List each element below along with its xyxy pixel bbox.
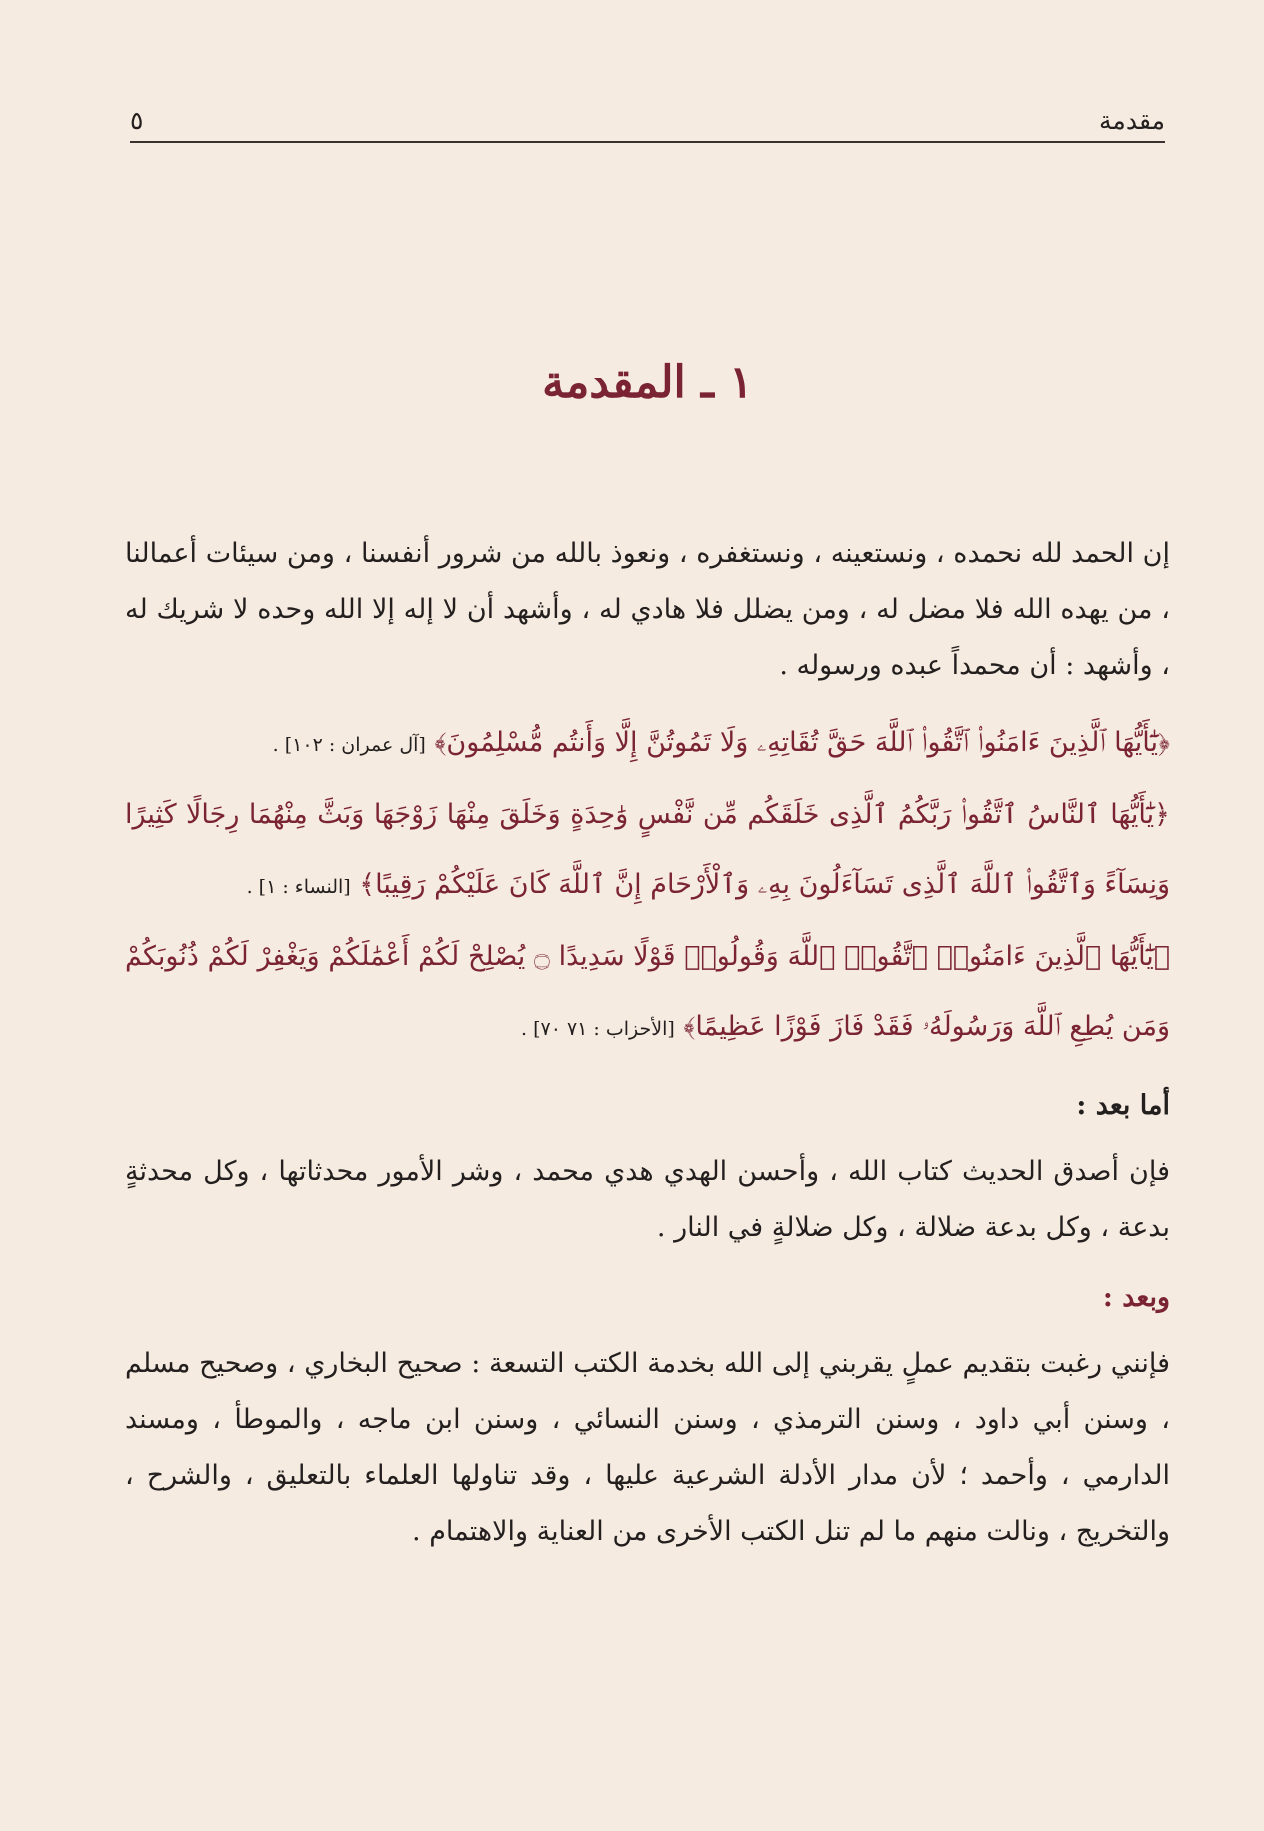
quran-verse-2-text: ﴿يَٰٓأَيُّهَا ٱلنَّاسُ ٱتَّقُوا۟ رَبَّكُمُ ٱلَّذِى خَلَقَكُم مِّن نَّفْسٍ وَٰحِدَةٍ وَخَلَقَ مِنْهَا زَوْجَهَا وَبَثَّ مِنْهُمَا رِجَالًا كَثِيرًا وَنِسَآءً وَٱتَّقُوا۟ ٱللَّهَ ٱلَّذِى تَسَآءَلُونَ بِهِۦ وَٱلْأَرْحَامَ إِنَّ ٱللَّهَ كَانَ عَلَيْكُمْ رَقِيبًا﴾: [125, 799, 1170, 900]
quran-verse-2: [125, 780, 1170, 922]
intent-paragraph: فإنني رغبت بتقديم عملٍ يقربني إلى الله بخدمة الكتب التسعة : صحيح البخاري ، وصحيح مسلم ، وسنن أبي داود ، وسنن الترمذي ، وسنن النسائي ، وسنن ابن ماجه ، والموطأ ، ومسند الدارمي ، وأحمد ؛ لأن مدار الأدلة الشرعية عليها ، وقد تناولها العلماء بالتعليق ، والشرح ، والتخريج ، ونالت منهم ما لم تنل الكتب الأخرى من العناية والاهتمام .: [125, 1348, 1170, 1547]
header-rule: [130, 141, 1165, 143]
quran-verse-1: [125, 708, 1170, 780]
section-label-amma-baad: أما بعد :: [1076, 1090, 1170, 1121]
quran-verse-1-text: ﴿يَٰٓأَيُّهَا ٱلَّذِينَ ءَامَنُوا۟ ٱتَّقُوا۟ ٱللَّهَ حَقَّ تُقَاتِهِۦ وَلَا تَمُوتُنَّ إِلَّا وَأَنتُم مُّسْلِمُونَ﴾: [434, 727, 1170, 758]
quran-verse-3-reference: [الأحزاب : ٧١ ٧٠] .: [521, 1018, 675, 1040]
page-number: ٥: [130, 105, 144, 135]
page-body: [125, 526, 1170, 1560]
opening-paragraph: إن الحمد لله نحمده ، ونستعينه ، ونستغفره ، ونعوذ بالله من شرور أنفسنا ، ومن سيئات أعمالنا ، من يهده الله فلا مضل له ، ومن يضلل فلا هادي له ، وأشهد أن لا إله إلا الله وحده لا شريك له ، وأشهد : أن محمداً عبده ورسوله .: [125, 538, 1170, 681]
running-header-title: مقدمة: [1099, 105, 1165, 135]
running-header: [130, 100, 1165, 140]
chapter-title: ١ ـ المقدمة: [542, 357, 753, 408]
section-label-wa-baad: وبعد :: [1102, 1282, 1170, 1313]
quran-verse-2-reference: [النساء : ١] .: [246, 876, 351, 898]
quran-verse-1-reference: [آل عمران : ١٠٢] .: [272, 734, 426, 756]
quran-verse-3: [125, 922, 1170, 1064]
hadith-paragraph: فإن أصدق الحديث كتاب الله ، وأحسن الهدي هدي محمد ، وشر الأمور محدثاتها ، وكل محدثةٍ بدعة ، وكل بدعة ضلالة ، وكل ضلالةٍ في النار .: [125, 1156, 1170, 1243]
quran-verse-3-text: ﴿يَٰٓأَيُّهَا ٱلَّذِينَ ءَامَنُوا۟ ٱتَّقُوا۟ ٱللَّهَ وَقُولُوا۟ قَوْلًا سَدِيدًا ۝ يُصْلِحْ لَكُمْ أَعْمَٰلَكُمْ وَيَغْفِرْ لَكُمْ ذُنُوبَكُمْ وَمَن يُطِعِ ٱللَّهَ وَرَسُولَهُۥ فَقَدْ فَازَ فَوْزًا عَظِيمًا﴾: [125, 941, 1171, 1042]
